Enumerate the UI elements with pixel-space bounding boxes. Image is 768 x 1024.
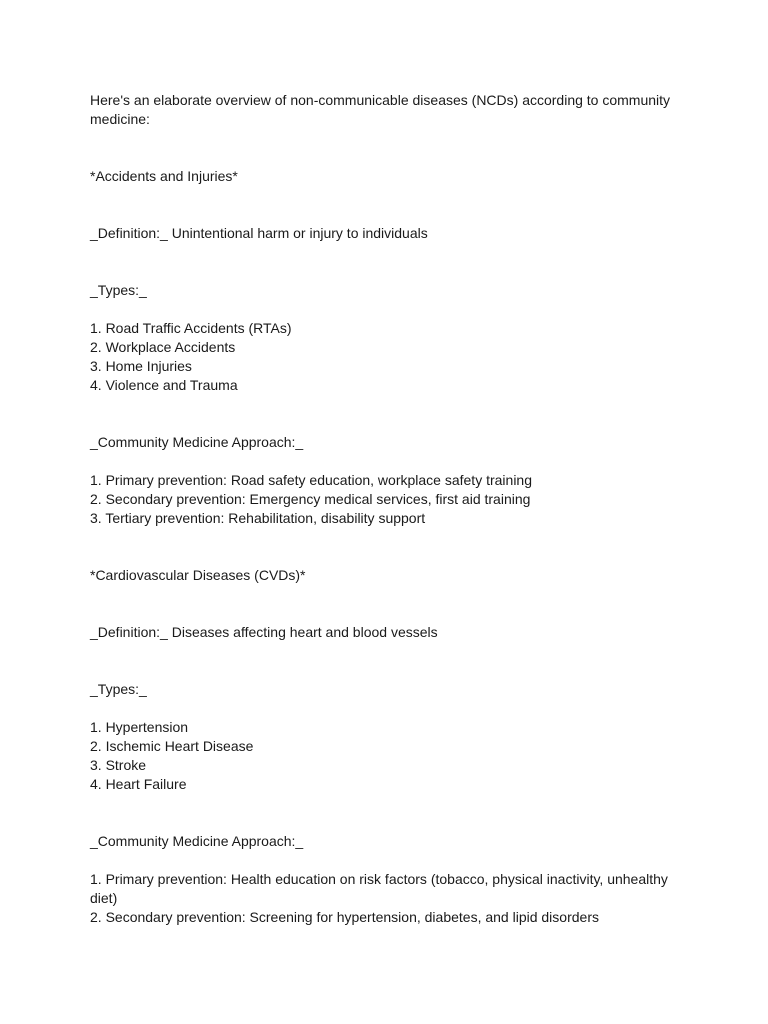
list-item: 1. Primary prevention: Road safety education, workplace safety training xyxy=(90,472,533,488)
document-page xyxy=(90,91,680,927)
definition-line: _Definition:_ Unintentional harm or injury to individuals xyxy=(90,225,428,241)
section-accidents-injuries xyxy=(90,167,680,528)
approach-list xyxy=(90,471,680,528)
list-item: 4. Violence and Trauma xyxy=(90,377,238,393)
approach-heading: _Community Medicine Approach:_ xyxy=(90,434,304,450)
types-heading: _Types:_ xyxy=(90,681,147,697)
list-item: 2. Workplace Accidents xyxy=(90,339,236,355)
types-heading: _Types:_ xyxy=(90,282,147,298)
list-item: 3. Tertiary prevention: Rehabilitation, disability support xyxy=(90,510,426,526)
list-item: 2. Ischemic Heart Disease xyxy=(90,738,254,754)
intro-paragraph: Here's an elaborate overview of non-communicable diseases (NCDs) according to community medicine: xyxy=(90,92,674,127)
section-cardiovascular-diseases xyxy=(90,566,680,927)
list-item: 1. Primary prevention: Health education on risk factors (tobacco, physical inactivity, unhealthy diet) xyxy=(90,871,672,906)
approach-list xyxy=(90,870,680,927)
list-item: 2. Secondary prevention: Screening for hypertension, diabetes, and lipid disorders xyxy=(90,909,599,925)
section-heading: *Accidents and Injuries* xyxy=(90,168,238,184)
types-list xyxy=(90,718,680,794)
list-item: 1. Road Traffic Accidents (RTAs) xyxy=(90,320,292,336)
list-item: 1. Hypertension xyxy=(90,719,189,735)
list-item: 4. Heart Failure xyxy=(90,776,187,792)
list-item: 2. Secondary prevention: Emergency medical services, first aid training xyxy=(90,491,531,507)
list-item: 3. Stroke xyxy=(90,757,147,773)
approach-heading: _Community Medicine Approach:_ xyxy=(90,833,304,849)
types-list xyxy=(90,319,680,395)
section-heading: *Cardiovascular Diseases (CVDs)* xyxy=(90,567,306,583)
definition-line: _Definition:_ Diseases affecting heart and blood vessels xyxy=(90,624,438,640)
list-item: 3. Home Injuries xyxy=(90,358,192,374)
